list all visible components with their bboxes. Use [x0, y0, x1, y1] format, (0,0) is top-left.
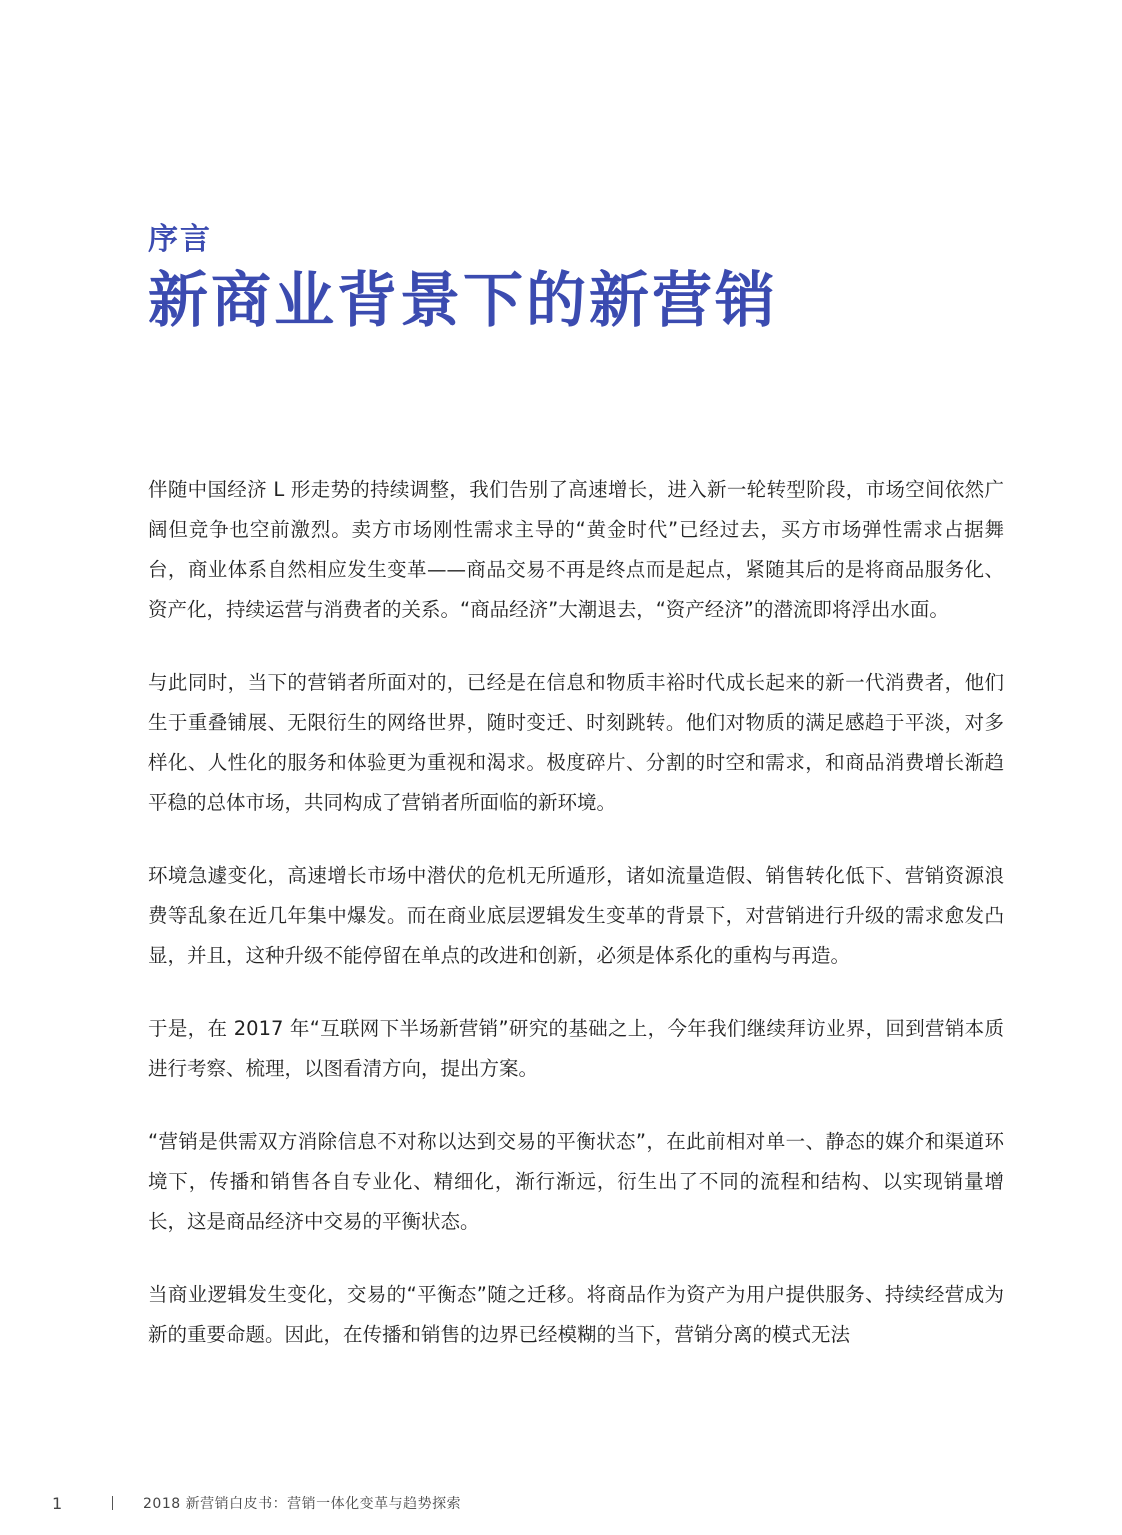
page-number: 1 [52, 1493, 63, 1513]
section-label: 序言 [148, 222, 212, 257]
page-title: 新商业背景下的新营销 [148, 266, 778, 336]
footer-separator [112, 1496, 113, 1510]
paragraph-5: “营销是供需双方消除信息不对称以达到交易的平衡状态”，在此前相对单一、静态的媒介和渠道环境下，传播和销售各自专业化、精细化，渐行渐远，衍生出了不同的流程和结构、以实现销量增长，这是商品经济中交易的平衡状态。 [148, 1130, 1004, 1233]
preface-header [148, 222, 778, 336]
paragraph-3: 环境急遽变化，高速增长市场中潜伏的危机无所遁形，诸如流量造假、销售转化低下、营销资源浪费等乱象在近几年集中爆发。而在商业底层逻辑发生变革的背景下，对营销进行升级的需求愈发凸显，并且，这种升级不能停留在单点的改进和创新，必须是体系化的重构与再造。 [148, 864, 1004, 967]
body-text [148, 470, 1004, 1388]
paragraph-2: 与此同时，当下的营销者所面对的，已经是在信息和物质丰裕时代成长起来的新一代消费者，他们生于重叠铺展、无限衍生的网络世界，随时变迁、时刻跳转。他们对物质的满足感趋于平淡，对多样化、人性化的服务和体验更为重视和渴求。极度碎片、分割的时空和需求，和商品消费增长渐趋平稳的总体市场，共同构成了营销者所面临的新环境。 [148, 671, 1004, 814]
paragraph-4: 于是，在 2017 年“互联网下半场新营销”研究的基础之上，今年我们继续拜访业界，回到营销本质进行考察、梳理，以图看清方向，提出方案。 [148, 1017, 1004, 1080]
page-footer [52, 1493, 461, 1513]
paragraph-6: 当商业逻辑发生变化，交易的“平衡态”随之迁移。将商品作为资产为用户提供服务、持续经营成为新的重要命题。因此，在传播和销售的边界已经模糊的当下，营销分离的模式无法 [148, 1283, 1004, 1346]
document-title: 2018 新营销白皮书：营销一体化变革与趋势探索 [143, 1496, 462, 1512]
paragraph-1: 伴随中国经济 L 形走势的持续调整，我们告别了高速增长，进入新一轮转型阶段，市场空间依然广阔但竞争也空前激烈。卖方市场刚性需求主导的“黄金时代”已经过去，买方市场弹性需求占据舞台，商业体系自然相应发生变革——商品交易不再是终点而是起点，紧随其后的是将商品服务化、资产化，持续运营与消费者的关系。“商品经济”大潮退去，“资产经济”的潜流即将浮出水面。 [148, 478, 1004, 621]
